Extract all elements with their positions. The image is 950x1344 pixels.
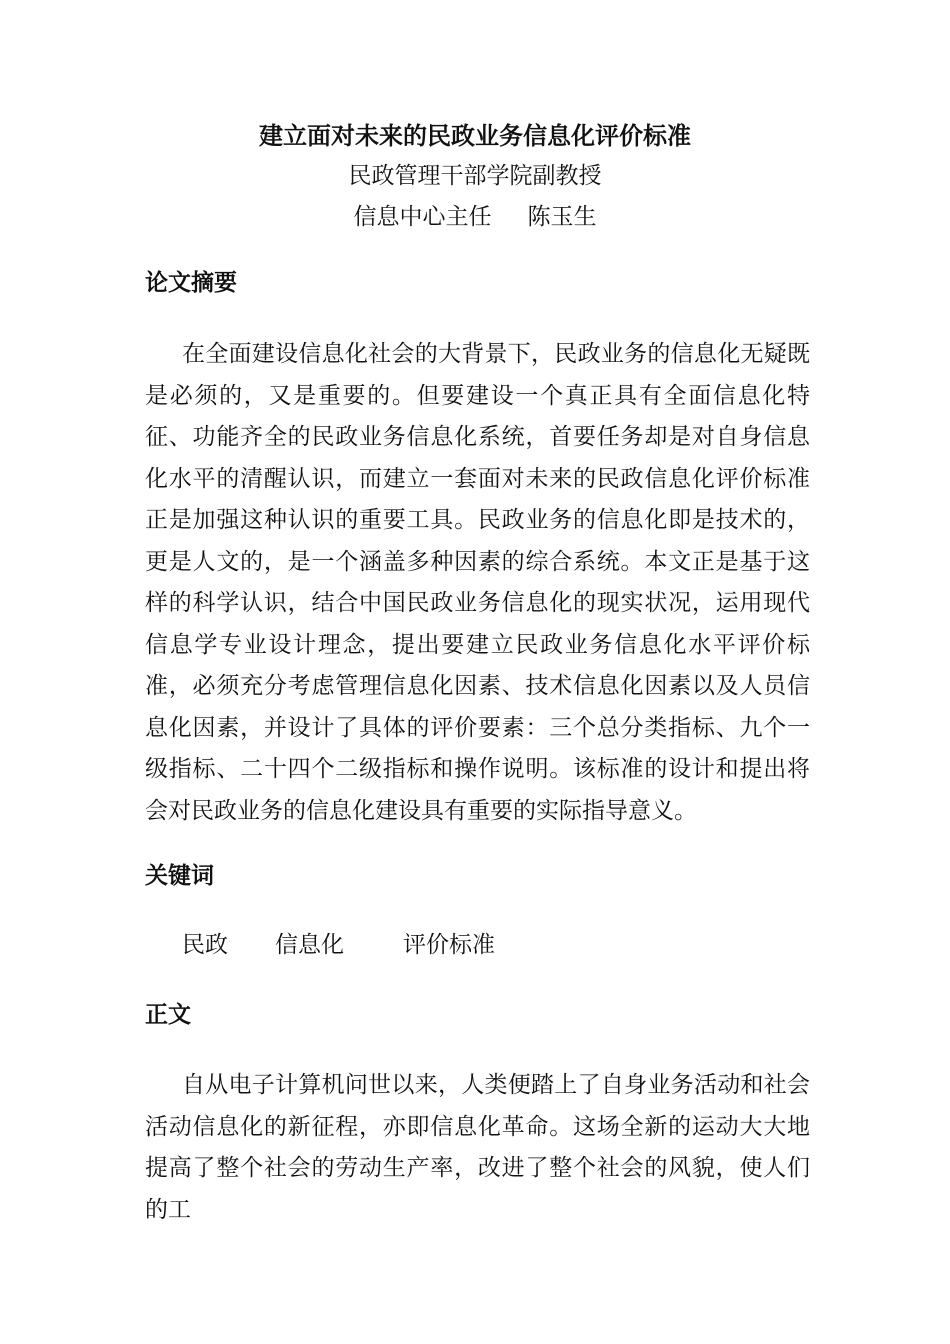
keywords-heading: 关键词	[145, 863, 214, 889]
keyword-item: 评价标准	[403, 932, 495, 958]
document-title: 建立面对未来的民政业务信息化评价标准	[259, 122, 691, 150]
author-name: 陈玉生	[527, 204, 597, 230]
body-heading: 正文	[145, 1002, 191, 1028]
abstract-heading: 论文摘要	[145, 270, 237, 296]
author-role: 信息中心主任	[353, 204, 492, 230]
body-paragraph: 自从电子计算机问世以来，人类便踏上了自身业务活动和社会活动信息化的新征程，亦即信息化革命。这场全新的运动大大地提高了整个社会的劳动生产率，改进了整个社会的风貌，使人们的工	[145, 1072, 810, 1223]
keyword-item: 民政	[182, 932, 228, 958]
abstract-paragraph: 在全面建设信息化社会的大背景下，民政业务的信息化无疑既是必须的，又是重要的。但要建设一个真正具有全面信息化特征、功能齐全的民政业务信息化系统，首要任务却是对自身信息化水平的清醒认识，而建立一套面对未来的民政信息化评价标准正是加强这种认识的重要工具。民政业务的信息化即是技术的，更是人文的，是一个涵盖多种因素的综合系统。本文正是基于这样的科学认识，结合中国民政业务信息化的现实状况，运用现代信息学专业设计理念，提出要建立民政业务信息化水平评价标准，必须充分考虑管理信息化因素、技术信息化因素以及人员信息化因素，并设计了具体的评价要素：三个总分类指标、九个一级指标、二十四个二级指标和操作说明。该标准的设计和提出将会对民政业务的信息化建设具有重要的实际指导意义。	[145, 341, 810, 824]
author-affiliation: 民政管理干部学院副教授	[348, 163, 602, 189]
keywords-list	[182, 927, 495, 963]
author-line	[0, 199, 950, 235]
keyword-item: 信息化	[275, 932, 344, 958]
